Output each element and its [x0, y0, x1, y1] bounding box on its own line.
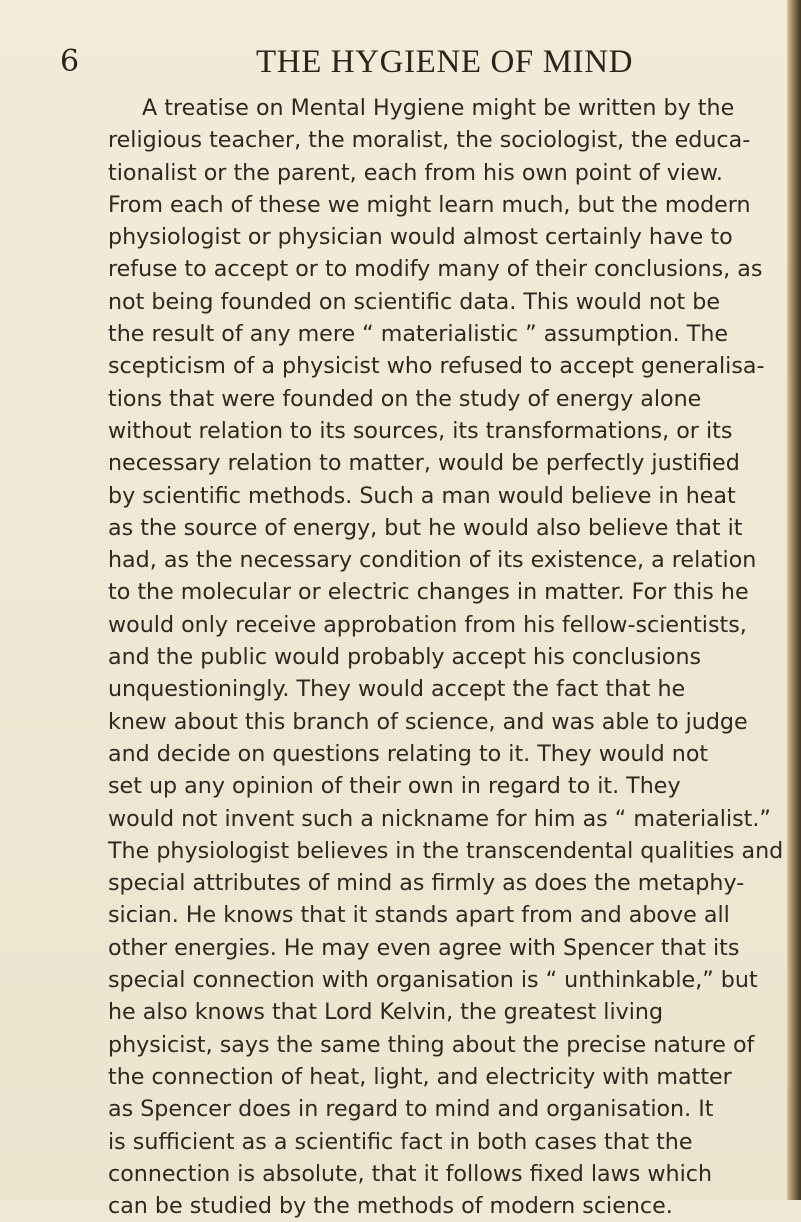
page-edge — [787, 0, 801, 1200]
text-line: would not invent such a nickname for him as “ materialist.” — [108, 805, 771, 832]
text-line: The physiologist believes in the transcendental qualities and — [108, 837, 784, 864]
text-line: From each of these we might learn much, but the modern — [108, 191, 751, 218]
text-line: scepticism of a physicist who refused to accept generalisa- — [108, 353, 765, 380]
text-line: as the source of energy, but he would also believe that it — [108, 514, 743, 541]
text-line: connection is absolute, that it follows fixed laws which — [108, 1160, 713, 1187]
text-line: would only receive approbation from his fellow-scientists, — [108, 611, 747, 638]
text-line: the connection of heat, light, and electricity with matter — [108, 1063, 732, 1090]
text-line: tionalist or the parent, each from his own point of view. — [108, 159, 723, 186]
page-number: 6 — [60, 44, 80, 79]
text-line: can be studied by the methods of modern science. — [108, 1193, 673, 1220]
text-line: is sufficient as a scientific fact in both cases that the — [108, 1128, 693, 1155]
text-line: and decide on questions relating to it. They would not — [108, 740, 709, 767]
text-line: and the public would probably accept his conclusions — [108, 644, 702, 671]
text-line: by scientific methods. Such a man would believe in heat — [108, 482, 736, 509]
text-line: refuse to accept or to modify many of their conclusions, as — [108, 256, 763, 283]
running-head: THE HYGIENE OF MIND — [256, 44, 634, 80]
text-line: religious teacher, the moralist, the sociologist, the educa- — [108, 127, 751, 154]
text-line: not being founded on scientific data. This would not be — [108, 288, 720, 315]
text-line: he also knows that Lord Kelvin, the greatest living — [108, 999, 664, 1026]
page-header — [60, 42, 700, 82]
text-line: to the molecular or electric changes in matter. For this he — [108, 579, 749, 606]
text-line: had, as the necessary condition of its existence, a relation — [108, 547, 757, 574]
text-line: physicist, says the same thing about the precise nature of — [108, 1031, 755, 1058]
text-line: as Spencer does in regard to mind and organisation. It — [108, 1096, 714, 1123]
body-paragraph — [108, 92, 784, 1222]
text-line: other energies. He may even agree with Spencer that its — [108, 934, 740, 961]
text-line: unquestioningly. They would accept the fact that he — [108, 676, 686, 703]
text-line: the result of any mere “ materialistic ” assumption. The — [108, 321, 729, 348]
text-line: without relation to its sources, its transformations, or its — [108, 417, 733, 444]
text-line: set up any opinion of their own in regard to it. They — [108, 773, 681, 800]
text-line: special attributes of mind as firmly as does the metaphy- — [108, 870, 745, 897]
text-line: sician. He knows that it stands apart from and above all — [108, 902, 730, 929]
text-line: knew about this branch of science, and was able to judge — [108, 708, 748, 735]
text-line: physiologist or physician would almost certainly have to — [108, 224, 733, 251]
text-line: special connection with organisation is “ unthinkable,” but — [108, 967, 758, 994]
text-line: A treatise on Mental Hygiene might be written by the — [142, 95, 735, 121]
text-line: tions that were founded on the study of energy alone — [108, 385, 702, 412]
text-line: necessary relation to matter, would be perfectly justified — [108, 450, 740, 477]
